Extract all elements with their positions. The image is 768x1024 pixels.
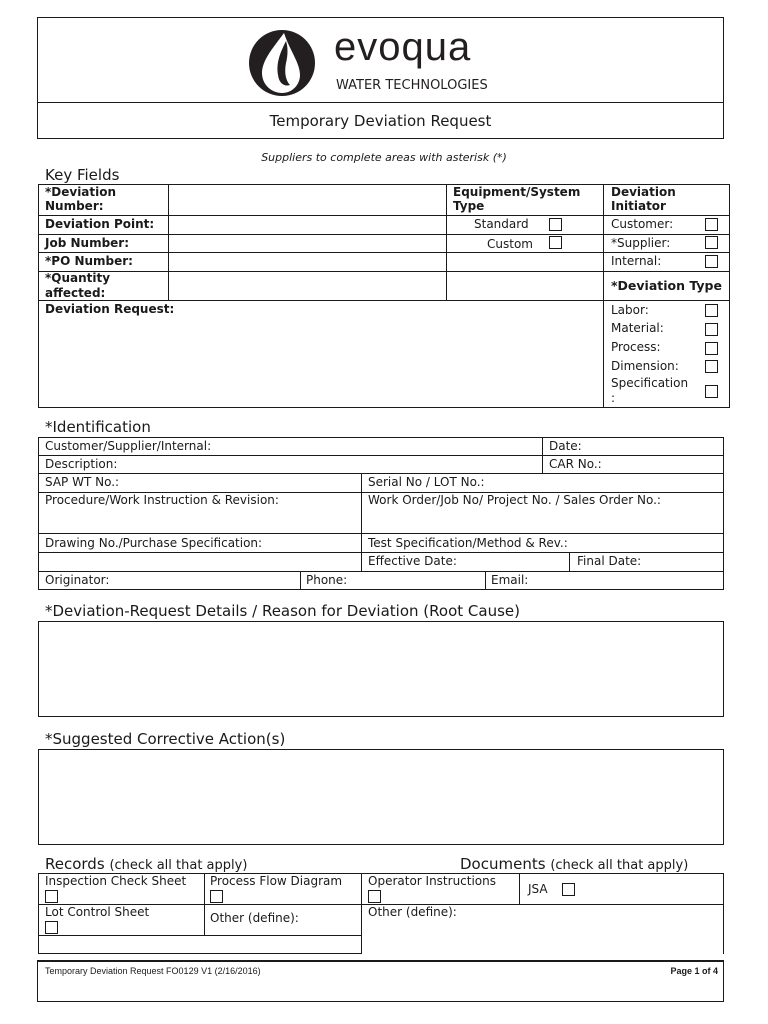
deviation-number-label: *Deviation xyxy=(45,185,117,199)
corrective-asterisk: * xyxy=(45,730,53,748)
evoqua-logo xyxy=(248,27,518,99)
equipment-type-label: Equipment/System xyxy=(453,185,581,199)
test-spec-label: Test Specification/Method & Rev.: xyxy=(368,536,568,550)
description-label: Description: xyxy=(45,457,118,471)
water-drop-logo-icon xyxy=(248,27,316,99)
sap-wt-no-label: SAP WT No.: xyxy=(45,475,120,489)
internal-label: Internal: xyxy=(611,254,662,268)
serial-lot-label: Serial No / LOT No.: xyxy=(368,475,485,489)
effective-date-label: Effective Date: xyxy=(368,554,457,568)
process-flow-label: Process Flow Diagram xyxy=(210,874,343,888)
equipment-type-label-2: Type xyxy=(453,199,485,213)
records-heading xyxy=(45,855,247,875)
jsa-label: JSA xyxy=(528,882,548,896)
documents-note: (check all that apply) xyxy=(550,858,689,873)
details-heading xyxy=(45,602,520,620)
process-label: Process: xyxy=(611,340,661,354)
labor-label: Labor: xyxy=(611,303,649,317)
inspection-check-sheet-label: Inspection Check Sheet xyxy=(45,874,187,888)
details-title: Deviation-Request Details / Reason for Deviation (Root Cause) xyxy=(52,602,520,620)
deviation-initiator-label-2: Initiator xyxy=(611,199,666,213)
deviation-number-input[interactable] xyxy=(169,185,446,215)
quantity-input[interactable] xyxy=(169,272,446,300)
dimension-checkbox[interactable] xyxy=(705,360,718,373)
operator-instructions-label: Operator Instructions xyxy=(368,874,497,888)
brand-name: evoqua xyxy=(334,25,472,69)
instructions: Suppliers to complete areas with asterisk (*) xyxy=(261,151,507,164)
records-note: (check all that apply) xyxy=(109,858,248,873)
labor-checkbox[interactable] xyxy=(705,304,718,317)
quantity-label-2: affected: xyxy=(45,286,106,300)
customer-supplier-internal-label: Customer/Supplier/Internal: xyxy=(45,439,212,453)
quantity-label: *Quantity xyxy=(45,271,111,285)
customer-label: Customer: xyxy=(611,217,674,231)
internal-checkbox[interactable] xyxy=(705,255,718,268)
drawing-label: Drawing No./Purchase Specification: xyxy=(45,536,263,550)
phone-label: Phone: xyxy=(306,573,348,587)
documents-title: Documents xyxy=(460,855,546,873)
custom-checkbox[interactable] xyxy=(549,236,562,249)
form-title: Temporary Deviation Request xyxy=(269,112,492,130)
process-checkbox[interactable] xyxy=(705,342,718,355)
documents-other-label: Other (define): xyxy=(368,905,457,919)
car-no-label: CAR No.: xyxy=(549,457,602,471)
footer-page-number: Page 1 of 4 xyxy=(670,966,718,976)
documents-heading xyxy=(460,855,688,875)
po-number-label: *PO Number: xyxy=(45,254,133,268)
po-number-input[interactable] xyxy=(169,253,446,271)
specification-label: Specification xyxy=(611,376,689,390)
material-label: Material: xyxy=(611,321,664,335)
lot-control-sheet-checkbox[interactable] xyxy=(45,921,58,934)
corrective-title: Suggested Corrective Action(s) xyxy=(52,730,286,748)
process-flow-checkbox[interactable] xyxy=(210,890,223,903)
standard-label: Standard xyxy=(474,217,529,231)
deviation-initiator-label: Deviation xyxy=(611,185,676,199)
corrective-textarea[interactable] xyxy=(38,749,724,845)
deviation-request-label: Deviation Request: xyxy=(45,302,175,316)
work-order-label: Work Order/Job No/ Project No. / Sales Order No.: xyxy=(368,493,661,507)
specification-label-2: : xyxy=(611,391,616,405)
details-asterisk: * xyxy=(45,602,53,620)
originator-label: Originator: xyxy=(45,573,110,587)
supplier-checkbox[interactable] xyxy=(705,236,718,249)
identification-asterisk: * xyxy=(45,418,53,436)
deviation-number-label-2: Number: xyxy=(45,199,104,213)
customer-checkbox[interactable] xyxy=(705,218,718,231)
deviation-point-input[interactable] xyxy=(169,216,446,234)
specification-checkbox[interactable] xyxy=(705,385,718,398)
jsa-checkbox[interactable] xyxy=(562,883,575,896)
job-number-label: Job Number: xyxy=(45,236,130,250)
custom-label: Custom xyxy=(487,237,533,251)
identification-title: Identification xyxy=(52,418,151,436)
brand-tagline: WATER TECHNOLOGIES xyxy=(336,78,488,93)
deviation-request-input[interactable] xyxy=(39,318,603,407)
header-divider xyxy=(38,102,723,103)
details-textarea[interactable] xyxy=(38,621,724,717)
dimension-label: Dimension: xyxy=(611,359,679,373)
identification-heading xyxy=(45,418,151,436)
deviation-type-label: *Deviation Type xyxy=(611,278,722,293)
final-date-label: Final Date: xyxy=(577,554,642,568)
email-label: Email: xyxy=(491,573,529,587)
records-title: Records xyxy=(45,855,105,873)
date-label: Date: xyxy=(549,439,582,453)
procedure-label: Procedure/Work Instruction & Revision: xyxy=(45,493,279,507)
supplier-label: *Supplier: xyxy=(611,236,671,250)
lot-control-sheet-label: Lot Control Sheet xyxy=(45,905,150,919)
deviation-point-label: Deviation Point: xyxy=(45,217,155,231)
corrective-heading xyxy=(45,730,285,748)
records-other-label: Other (define): xyxy=(210,911,299,925)
key-fields-heading: Key Fields xyxy=(45,166,120,184)
standard-checkbox[interactable] xyxy=(549,218,562,231)
operator-instructions-checkbox[interactable] xyxy=(368,890,381,903)
job-number-input[interactable] xyxy=(169,235,446,252)
inspection-check-sheet-checkbox[interactable] xyxy=(45,890,58,903)
material-checkbox[interactable] xyxy=(705,323,718,336)
footer-form-id: Temporary Deviation Request FO0129 V1 (2/16/2016) xyxy=(45,966,261,976)
